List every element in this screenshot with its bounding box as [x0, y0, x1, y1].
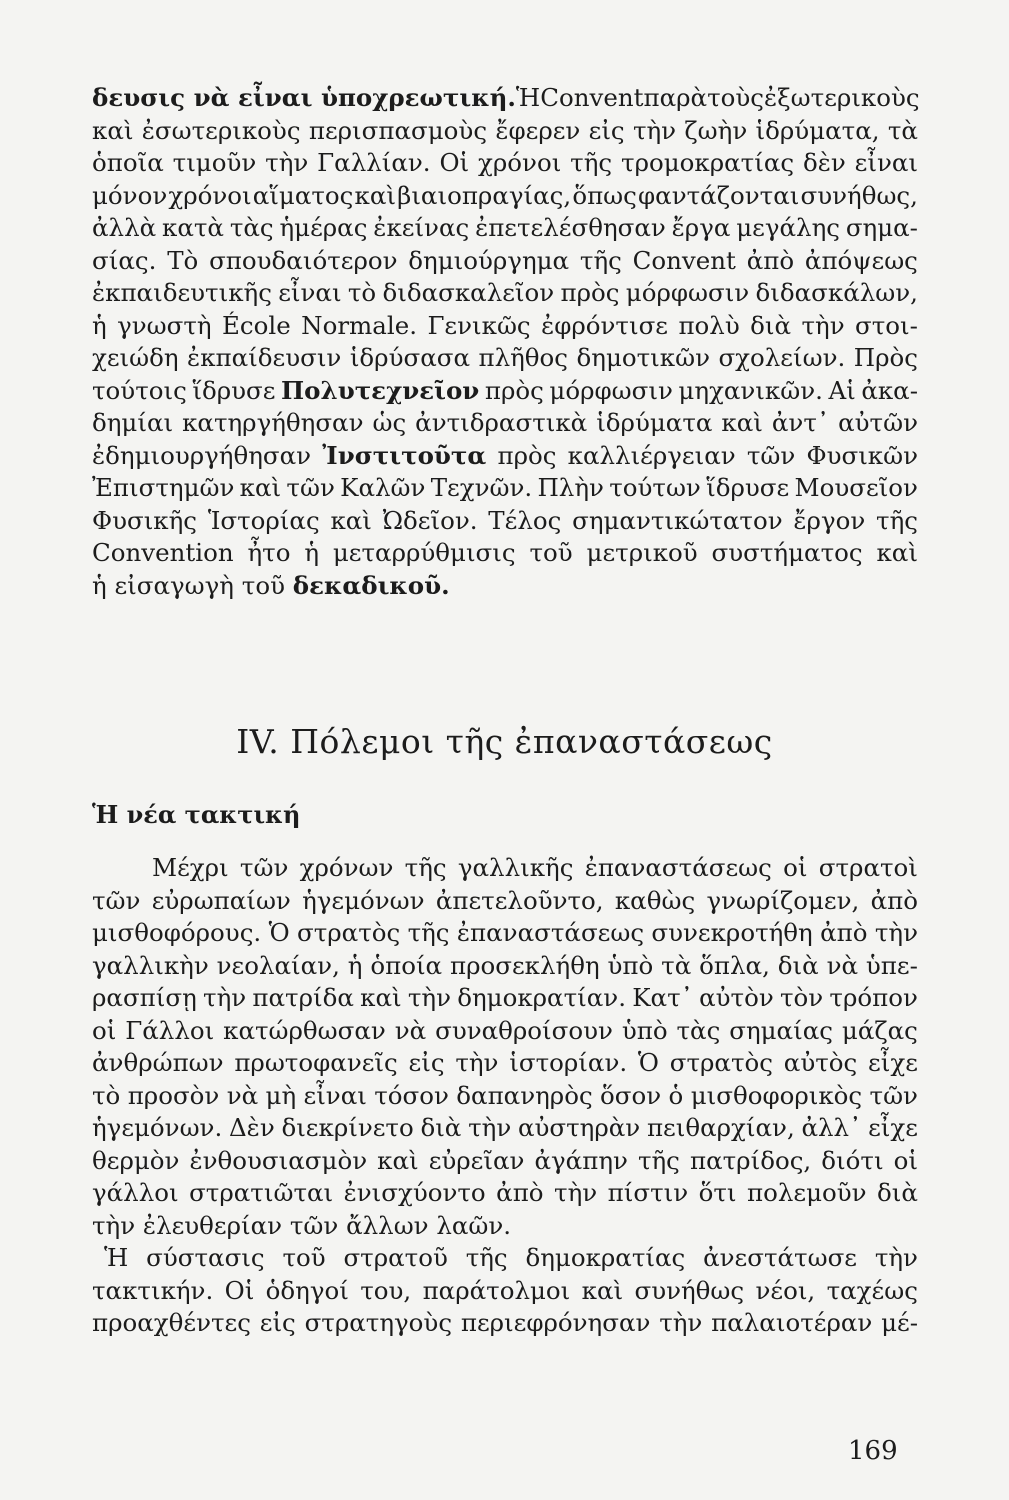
word: Ἱστορίας — [207, 505, 320, 535]
word: Normale. — [301, 310, 418, 340]
word: ὁ — [668, 1080, 684, 1110]
word: τὴν — [407, 983, 451, 1012]
word: ἱδρύματα, — [755, 115, 880, 145]
word: καὶ — [92, 115, 134, 145]
word: Φυσικῶν — [806, 440, 918, 470]
word: στοι- — [855, 310, 918, 340]
word: σημαντικώτατον — [572, 505, 783, 535]
word: εὐρεῖαν — [428, 1145, 525, 1175]
text-line — [92, 180, 918, 213]
word: ἀντ᾽ — [771, 408, 830, 437]
word: Ἐπιστημῶν — [92, 473, 235, 502]
word: τῶν — [286, 473, 335, 502]
text-line — [92, 407, 918, 440]
word: Ὁ — [637, 1048, 659, 1077]
word: καὶ — [330, 505, 372, 535]
word: ἐνισχύοντο — [343, 1178, 486, 1207]
word: σπουδαιότερον — [209, 245, 398, 275]
word: τιμοῦν — [172, 148, 257, 177]
text-line — [92, 1145, 918, 1178]
word: διότι — [821, 1145, 884, 1175]
word: καλλιέργειαν — [567, 440, 736, 470]
word: προαχθέντες — [92, 1308, 251, 1337]
word: ἡ — [347, 950, 363, 980]
top-paragraph — [92, 82, 918, 602]
word: Ἡ — [515, 83, 541, 112]
word: τῶν — [869, 1080, 918, 1110]
word: ζωὴν — [684, 115, 748, 145]
word: περιεφρόνησαν — [460, 1308, 651, 1337]
word: σημα- — [845, 213, 918, 242]
word: τῆς — [570, 148, 613, 177]
word: Ἡ — [104, 1243, 129, 1272]
word: ὁδηγοί — [265, 1275, 349, 1305]
word: ἀλλὰ — [92, 213, 157, 242]
word: πίστιν — [607, 1178, 689, 1207]
word: ὁποῖα — [92, 148, 164, 177]
word: εἶναι — [278, 278, 342, 307]
word: μισθοφορικὸς — [690, 1080, 863, 1110]
word: χρόνοι — [478, 148, 562, 177]
word: προσὸν — [127, 1080, 220, 1110]
word: ἔργον — [793, 505, 866, 535]
text-line — [92, 310, 918, 343]
word: ἀκα- — [861, 375, 918, 405]
word: ἀνθρώπων — [92, 1048, 224, 1077]
word: λαῶν. — [436, 1210, 512, 1240]
word: διδασκαλεῖον — [382, 278, 555, 307]
subheading: Ἡ νέα τακτική — [92, 800, 301, 829]
text-line — [92, 1177, 918, 1210]
text-line — [92, 1080, 918, 1113]
word: ἔφερεν — [495, 115, 581, 145]
word: τὰ — [661, 950, 692, 980]
word: ἐκπαίδευσιν — [187, 343, 342, 372]
word: οἱ — [893, 1145, 918, 1175]
word: ἡ — [92, 570, 115, 600]
word: τῆς — [465, 1243, 508, 1272]
word: τὴν — [468, 1113, 512, 1142]
word: εἶναι — [303, 1080, 367, 1110]
word: ὡς — [372, 408, 407, 437]
word: δεκαδικοῦ. — [292, 570, 450, 600]
word: Γενικῶς — [427, 310, 531, 340]
word: στρατοῦ — [343, 1243, 448, 1272]
word: συνεκροτήθη — [651, 918, 813, 947]
word: ἐκείνας — [373, 213, 470, 242]
word: Πολυτεχνεῖον — [281, 375, 480, 405]
text-line — [92, 277, 918, 310]
text-line — [92, 115, 918, 148]
word: ἄλλων — [346, 1210, 437, 1240]
word: τῆς — [407, 918, 450, 947]
word: βιαιοπραγίας, — [397, 180, 572, 210]
word: διεκρίνετο — [281, 1113, 414, 1142]
word: Πλὴν — [537, 473, 604, 502]
word: ρασπίσῃ — [92, 983, 197, 1012]
text-line — [92, 537, 918, 570]
word: ἐνθουσιασμὸν — [189, 1145, 368, 1175]
word: ἀπὸ — [496, 1178, 544, 1207]
word: γνωρίζομεν, — [706, 885, 860, 915]
word: ὑπε- — [865, 950, 918, 980]
word: καὶ — [360, 983, 402, 1012]
word: ἀπετελοῦντο, — [435, 885, 604, 915]
word: École — [222, 310, 291, 340]
word: ἀνεστάτωσε — [703, 1243, 857, 1272]
word: του, — [360, 1275, 412, 1305]
word: τοῦ — [241, 570, 293, 600]
word: μὴ — [265, 1080, 297, 1110]
bottom-paragraph — [92, 852, 918, 1340]
word: χειώδη — [92, 343, 179, 372]
word: τὴν — [632, 115, 677, 145]
word: σχολείων. — [718, 343, 846, 372]
word: Καλῶν — [340, 473, 426, 502]
text-line — [92, 917, 918, 950]
word: πατρίδα — [252, 983, 354, 1012]
word: ἀντιδραστικὰ — [415, 408, 588, 437]
word: Convent — [540, 83, 644, 112]
word: ἀπὸ — [820, 918, 868, 947]
word: καὶ — [876, 538, 918, 567]
word: νὰ — [394, 1015, 427, 1045]
word: διὰ — [877, 1178, 918, 1207]
word: στρατηγοὺς — [304, 1308, 453, 1337]
word: ὑπὸ — [621, 1015, 668, 1045]
text-line — [92, 1307, 918, 1340]
word: ἀπὸ — [870, 885, 918, 915]
word: ἐπετελέσθησαν — [475, 213, 666, 242]
word: τρόπον — [829, 983, 918, 1012]
word: Ὁ — [268, 918, 290, 947]
word: Convent — [632, 245, 736, 275]
word: γαλλικῆς — [457, 853, 574, 882]
word: μεγάλης — [736, 213, 840, 242]
word: Convention — [92, 538, 234, 567]
text-line — [92, 1015, 918, 1048]
word: τοὺς — [707, 83, 765, 112]
word: δημοτικῶν — [576, 343, 710, 372]
word: τῆς — [637, 1145, 680, 1175]
word: τὴν — [554, 1178, 598, 1207]
word: οἱ — [92, 1015, 117, 1045]
word: Γαλλίαν. — [317, 148, 431, 177]
word: μισθοφόρους. — [92, 918, 262, 947]
word: παρὰ — [643, 83, 708, 112]
word: ἡ — [92, 310, 107, 340]
word: συνήθως — [634, 1275, 745, 1305]
word: κατώρθωσαν — [223, 1015, 386, 1045]
text-line — [92, 950, 918, 983]
text-line — [92, 885, 918, 918]
text-line — [92, 570, 918, 603]
word: τούτοις — [92, 375, 187, 405]
word: μόρφωσιν — [549, 375, 673, 405]
text-line — [92, 375, 918, 408]
word: τούτων — [609, 473, 701, 502]
word: ἡγεμόνων — [302, 885, 425, 915]
word: τρομοκρατίας — [621, 148, 795, 177]
word: ἦτο — [247, 538, 291, 567]
word: ὅπλα, — [699, 950, 770, 980]
word: ἱδρύσασα — [349, 343, 471, 372]
word: ἐξωτερικοὺς — [764, 83, 920, 112]
word: τὰ — [887, 115, 918, 145]
word: πρὸς — [560, 278, 620, 307]
word: νὰ — [226, 1080, 259, 1110]
word: διὰ — [420, 1113, 462, 1142]
word: αἵματος — [252, 180, 354, 210]
word: ἐκπαιδευτικῆς — [92, 278, 272, 307]
word: εἰς — [588, 115, 625, 145]
word: εἰς — [408, 1048, 445, 1077]
word: τὸν — [779, 983, 824, 1012]
word: χρόνοι — [168, 180, 252, 210]
word: ἀλλ᾽ — [801, 1113, 862, 1142]
word: Δὲν — [228, 1113, 275, 1142]
word: αὐτῶν — [838, 408, 918, 437]
page-number: 169 — [848, 1436, 898, 1466]
word: τὸ — [92, 1080, 121, 1110]
word: δημοκρατίαν. — [457, 983, 626, 1012]
word: καὶ — [354, 180, 397, 210]
word: γνωστὴ — [117, 310, 212, 340]
word: συνήθως, — [800, 180, 918, 210]
text-line — [92, 505, 918, 538]
word: τὸ — [347, 278, 377, 307]
word: στρατὸς — [669, 1048, 774, 1077]
word: εἰσαγωγὴ — [114, 570, 242, 600]
word: καὶ — [239, 473, 282, 502]
word: Κατ᾽ — [632, 983, 693, 1012]
word: τὴν — [659, 1308, 703, 1337]
word: ἐφρόντισε — [541, 310, 669, 340]
word: νὰ — [826, 950, 859, 980]
word: παλαιοτέραν — [711, 1308, 873, 1337]
word: τοῦ — [282, 1243, 326, 1272]
word: τῆς — [876, 505, 918, 535]
text-line — [92, 147, 918, 180]
word: δὲν — [802, 148, 846, 177]
word: ἡμέρας — [279, 213, 368, 242]
word: Μουσεῖον — [794, 473, 918, 502]
word: τῶν — [289, 1210, 347, 1240]
word: καὶ — [581, 1275, 624, 1305]
word: μεταρρύθμισις — [332, 538, 516, 567]
word: μετρικοῦ — [586, 538, 698, 567]
word: καὶ — [721, 408, 763, 437]
word: ὑπὸ — [607, 950, 654, 980]
word: ἀγάπην — [534, 1145, 628, 1175]
word: ἵδρυσε — [706, 473, 790, 502]
word: ὅτι — [698, 1178, 737, 1207]
word: αὐτὸς — [783, 1048, 858, 1077]
word: μηχανικῶν. — [678, 375, 823, 405]
word: τὴν — [801, 310, 845, 340]
word: διὰ — [777, 950, 819, 980]
word: εἶναι — [854, 148, 918, 177]
word: ἐσωτερικοὺς — [141, 115, 301, 145]
word: ὅσον — [600, 1080, 662, 1110]
word: τὴν — [874, 918, 918, 947]
word: διδασκάλων, — [755, 278, 918, 307]
word: τὴν — [203, 983, 247, 1012]
word: περισπασμοὺς — [308, 115, 488, 145]
text-line — [92, 852, 918, 885]
word: εὐρωπαίων — [151, 885, 291, 915]
word: πρωτοφανεῖς — [234, 1048, 398, 1077]
word: φαντάζονται — [638, 180, 800, 210]
word: Τεχνῶν. — [430, 473, 533, 502]
word: πλῆθος — [478, 343, 569, 372]
word: καὶ — [377, 1145, 419, 1175]
word: πατρίδος, — [689, 1145, 812, 1175]
word: Φυσικῆς — [92, 505, 198, 535]
word: πολὺ — [678, 310, 740, 340]
text-line — [92, 342, 918, 375]
word: τῶν — [92, 885, 141, 915]
word: ἡ — [304, 538, 319, 567]
word: διὰ — [750, 310, 792, 340]
text-line — [92, 212, 918, 245]
text-line — [92, 1112, 918, 1145]
word: μόνον — [92, 180, 168, 210]
word: παράτολμοι — [422, 1275, 571, 1305]
word: στρατιῶται — [189, 1178, 334, 1207]
word: τὰς — [229, 213, 274, 242]
word: Μέχρι — [152, 853, 229, 882]
word: πειθαρχίαν, — [646, 1113, 795, 1142]
word: τόσον — [374, 1080, 449, 1110]
word: τὰς — [676, 1015, 721, 1045]
text-line — [92, 245, 918, 278]
text-line — [92, 982, 918, 1015]
word: κατηργήθησαν — [182, 408, 364, 437]
word: μάζας — [841, 1015, 918, 1045]
word: ἐλευθερίαν — [142, 1210, 290, 1240]
word: νεολαίαν, — [216, 950, 340, 980]
word: στρατοὶ — [818, 853, 918, 882]
word: δημιούργημα — [408, 245, 570, 275]
word: ἐδημιουργήθησαν — [92, 440, 312, 470]
word: τῶν — [239, 853, 289, 882]
word: τῆς — [579, 245, 622, 275]
word: γαλλικὴν — [92, 950, 209, 980]
word: Τέλος — [488, 505, 562, 535]
word: συστήματος — [711, 538, 863, 567]
word: δημοκρατίας — [525, 1243, 686, 1272]
word: Ἰνστιτοῦτα — [322, 440, 487, 470]
word: σίας. — [92, 245, 157, 275]
word: τῆς — [404, 853, 447, 882]
word: Πρὸς — [853, 343, 918, 372]
word: προσεκλήθη — [450, 950, 600, 980]
word: πρὸς — [497, 440, 557, 470]
text-line — [92, 440, 918, 473]
word: πρὸς — [484, 375, 544, 405]
word: ἵδρυσε — [192, 375, 276, 405]
word: τακτικήν. — [92, 1275, 214, 1305]
word: τῶν — [746, 440, 796, 470]
section-heading: IV. Πόλεμοι τῆς ἐπαναστάσεως — [236, 722, 773, 761]
word: ἀπόψεως — [804, 245, 918, 275]
word: τὴν — [455, 1048, 499, 1077]
word: γάλλοι — [92, 1178, 179, 1207]
word: πολεμοῦν — [747, 1178, 867, 1207]
word: εἶχε — [868, 1048, 918, 1077]
word: ἀπὸ — [746, 245, 795, 275]
word: αὐτὸν — [699, 983, 774, 1012]
word: καθὼς — [614, 885, 696, 915]
word: οἱ — [783, 853, 808, 882]
word: στρατὸς — [296, 918, 401, 947]
word: τὴν — [265, 148, 309, 177]
word: δευσις νὰ εἶναι ὑποχρεωτική. — [92, 83, 516, 112]
word: τὴν — [874, 1243, 918, 1272]
word: ὁποία — [370, 950, 443, 980]
word: ταχέως — [826, 1275, 918, 1305]
word: νέοι, — [755, 1275, 816, 1305]
word: Ὠδεῖον. — [382, 505, 478, 535]
text-line — [92, 1210, 918, 1243]
text-line — [92, 1242, 918, 1275]
word: δημίαι — [92, 408, 174, 437]
word: ἐπαναστάσεως — [584, 853, 772, 882]
word: αὐστηρὰν — [517, 1113, 641, 1142]
word: δαπανηρὸς — [456, 1080, 593, 1110]
word: Οἱ — [439, 148, 470, 177]
text-line — [92, 1047, 918, 1080]
word: ἡγεμόνων. — [92, 1113, 223, 1142]
word: χρόνων — [299, 853, 394, 882]
word: συναθροίσουν — [435, 1015, 613, 1045]
word: μόρφωσιν — [625, 278, 750, 307]
text-line — [92, 1275, 918, 1308]
word: θερμὸν — [92, 1145, 180, 1175]
word: εἰς — [259, 1308, 296, 1337]
word: Οἱ — [224, 1275, 255, 1305]
word: μέ- — [881, 1308, 918, 1337]
text-line — [92, 472, 918, 505]
word: εἶχε — [868, 1113, 918, 1142]
word: κατὰ — [162, 213, 224, 242]
word: ἔργα — [671, 213, 731, 242]
word: σύστασις — [146, 1243, 265, 1272]
word: Αἱ — [828, 375, 856, 405]
word: ἱστορίαν. — [509, 1048, 628, 1077]
word: ἐπαναστάσεως — [456, 918, 645, 947]
word: ὅπως — [572, 180, 637, 210]
text-line — [92, 82, 918, 115]
word: τοῦ — [529, 538, 573, 567]
word: Τὸ — [167, 245, 199, 275]
word: σημαίας — [729, 1015, 833, 1045]
word: τὴν — [92, 1210, 143, 1240]
word: Γάλλοι — [125, 1015, 215, 1045]
word: ἱδρύματα — [596, 408, 713, 437]
